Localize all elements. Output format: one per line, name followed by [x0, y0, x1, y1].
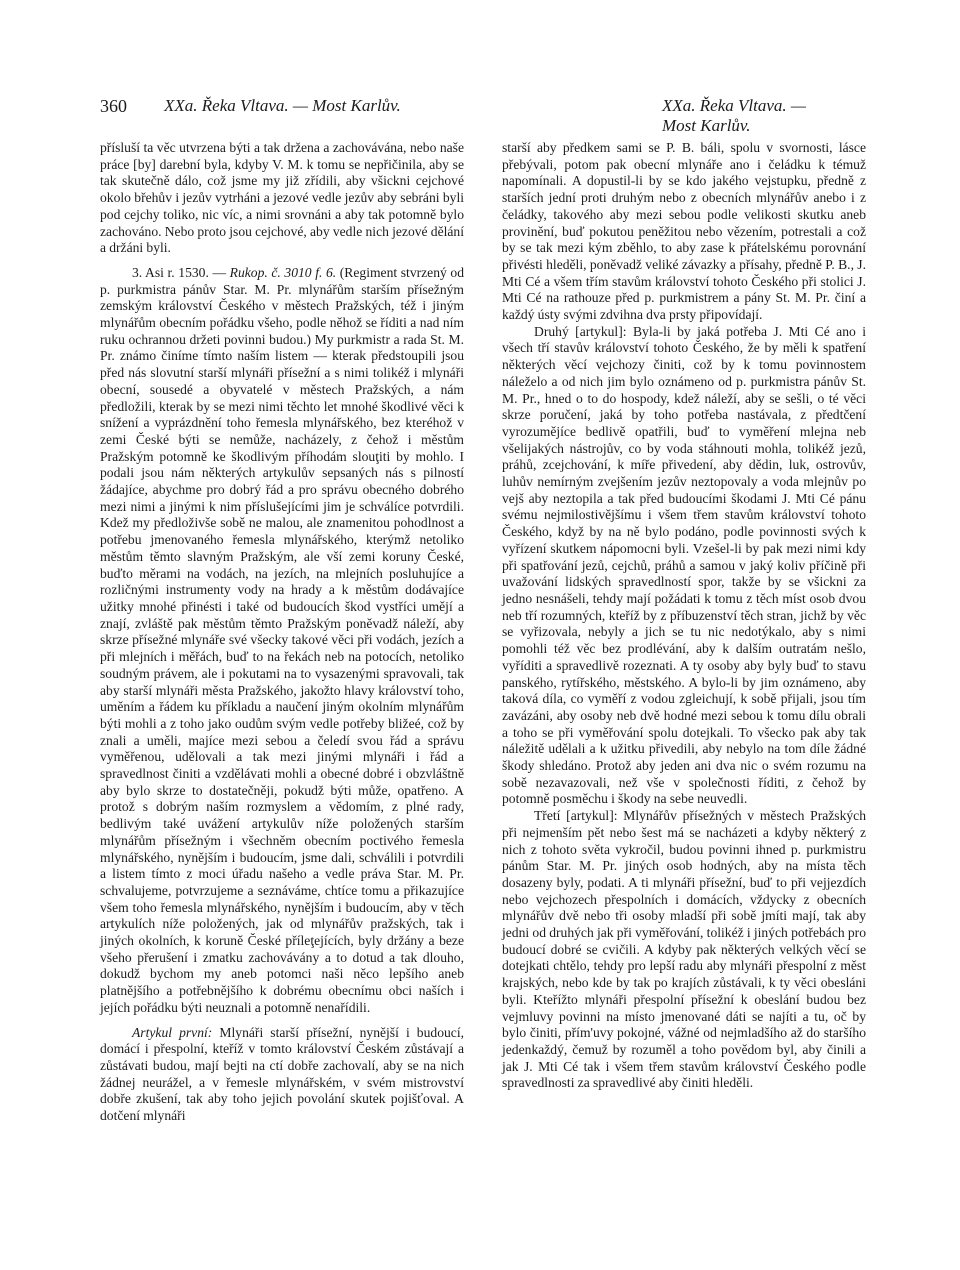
paragraph-continuation: starší aby předkem sami se P. B. báli, spolu v svornosti, lásce přebývali, potom pak obecní mlynáře ano i čeládku k témuž napomínali. A dopustil-li by se kdo jakého vejstupku, předně z starších jední proti druhým nebo z obecních mlynářův anebo i z čeládky, takového aby mezi sebou podle velikosti skutku aneb provinění, buď pokutou peněžitou nebo vězením, potrestali a což by se tak mezi kým zběhlo, to aby zase k přátelskému porovnání přivésti hleděli, poněvadž veliké závazky a přísahy, předně P. B., J. Mti Cé a všem třím stavům království tohoto Českého při stolici J. Mti Cé na rathouze před p. purkmistrem a pány St. M. Pr. činí a každý ústy svými zdvihna dva prsty připovídají.	[502, 140, 866, 323]
paragraph-continuation: přísluší ta věc utvrzena býti a tak držena a zachovávána, nebo naše práce [by] darební byla, kdyby V. M. k tomu se nepřičinila, aby se tak skutečně dálo, což jsme my již zřídili, aby všickni cejchové okolo břehův i jezův vytrháni a jezové vedle jezův aby sebráni byli pod cejchy toliko, nic víc, a nimi srovnáni a aby tak potomně bylo zachováno. Nebo proto jsou cejchové, aby vedle nich jezové dělání a držáni byli.	[100, 140, 464, 256]
paragraph-article-3	[502, 808, 866, 1092]
left-column	[100, 140, 464, 1125]
manuscript-reference: Rukop. č. 3010 f. 6.	[229, 264, 337, 280]
article-label: Třetí [artykul]:	[534, 808, 618, 824]
article-label: Druhý [artykul]:	[534, 323, 627, 339]
running-title-right: XXa. Řeka Vltava. — Most Karlův.	[662, 96, 806, 135]
paragraph-article-2	[502, 324, 866, 808]
article-text: Byla-li by jaká potřeba J. Mti Cé ano i všech tří stavův království tohoto Českého, že by měli k spatření některých věcí vejchozy činiti, což by k tomu povinnostem náleželo a od nich jim bylo oznámeno od p. purkmistra pánův St. M. Pr., hned o to do hospody, kdež náleží, aby se sešli, o té věci skrze poručení, jaká by toho potřeba nastávala, z předtčení vyrozumějíce bedlivě opatřili, buď to vyměření mlejna neb všelijakých nástrojův, co by voda stáhnouti mohla, tolikéž jezů, práhů, zcejchování, k míře přivedení, aby dědin, luk, ostrovův, luhův nemírným zvejšením jezův neztopovaly a voda mlejnův po vejš aby neztopila a tak před budoucími škodami J. Mti Cé pánu svému nejmilostivějšímu i všem třem stavům království tohoto Českého, když by na ně bylo podáno, podle povinnosti svých k vyřízení skutkem nápomocni byli. Vzešel-li by pak mezi nimi kdy při spatřování jezů, cejchů, práhů a samou v jaký koliv příčině při uvažování lidských spravedlností spor, takže by se všickni za jedno nesnášeli, tehdy mají požádati k tomu z těch míst osob dvou neb tří rozumných, kteříž by z příbuzenství těch stran, jichž by věc se vyřizovala, nebyly a jich se tu nic nedotýkalo, aby s nimi pomohli též věc bez prodlévání, aby k dalším outratám nešlo, vyříditi a spravedlivě rozeznati. A ty osoby aby byly buď to stavu panského, rytířského, městského. A bylo-li by jim oznámeno, aby taková díla, co vyměří z vodou zgleichují, k sobě přijali, jsou tím zavázáni, aby osoby neb dvě hodné mezi sebou k tomu dílu obrali a toho se při vyměřování spolu dotejkali. To všecko pak aby tak náležitě udělali a k užitku přivedili, aby nebylo na tom díle žádné škody shledáno. Protož aby jeden ani dva nic o svém rozumu na sobě nezavazovali, než vše v společnosti říditi, z čehož by potomně posměchu i škody na sebe neuvedli.	[502, 323, 866, 807]
running-header	[100, 96, 834, 135]
article-text: Mlynářův přísežných v městech Pražských při nejmenším pět nebo šest má se nacházeti a kdyby některý z nich z tohoto světa vykročil, budou povinni ihned p. purkmistru pánům Star. M. Pr. jiných osob hodných, aby na místa těch dosazeny byly, podati. A ti mlynáři přísežní, buď to při vejjezdích nebo vejchozech přespolních i domácích, vždycky z obecních mlynářův dvě nebo tři osoby mladší při sobě jmíti mají, tak aby jedni od druhých jak při vyměřování, tolikéž i jiných potřebách pro budoucí dobré se cvičili. A kdyby pak některých velkých věcí se dotejkati chtělo, tehdy pro lepší radu aby mlynáři přespolní z měst krajských, nebo kde by tak po krajích zůstávali, k ty věci obesláni byli. Kteřížto mlynáři přespolní přísežní k obeslání budou bez vejmluvy povinni na místo jmenované dáti se najíti a tu, oč by bylo činiti, přím'uvy pokojné, vážné od nejmladšího až do staršího jedenkaždý, čemuž by rozuměl a toho povědom byl, aby činili a jak J. Mti Cé tak i všem třem stavům království Českého podle spravedlnosti za spravedlivé aby činiti hleděli.	[502, 808, 867, 1091]
right-column	[502, 140, 866, 1092]
regiment-text: (Regiment stvrzený od p. purkmistra pánův Star. M. Pr. mlynářům starším přísežným zemským království Českého v městech Pražských, též i jiným mlynářům obecním pořádku všeho, podle něhož se říditi a nad ním ruku ochrannou držeti povinni budou.) My purkmistr a rada St. M. Pr. známo činíme tímto naším listem — kterak předstoupili jsou před nás slovutní starší mlynáři přísežní a s nimi tolikéž i mlynáři obecní, sousedé a obyvatelé v městech Pražských, a nám předložili, kterak by se mezi nimi těchto let mnohé škodlivé věci k snížení a vyprázdnění toho řemesla mlynářského, bez kteréhož v zemi České býti se nemůže, nacházely, z čehož i městům Pražským potomně ke škodlivým příhodám slouţiti by mohlo. I podali jsou nám některých artykulův sepsaných nás s pilností žádajíce, abychme pro dobrý řád a pro správu obecného dobrého mezi nimi a jinými k nim příslušejícími jim je schválíce potvrdili. Kdež my předloživše sobě ne malou, ale znamenitou pohodlnost a potřebu jmenovaného řemesla mlynářského, kterýmž netoliko městům těmto slavným Pražským, ale vší zemi koruny České, buďto měrami na vodách, na jezích, na mlejních posluhujíce a rozličnými instrumenty vody na hrady a k městům dodávajíce užitky mnohé přinésti i také od budoucích škod vystříci umějí a znají, zvláště pak městům těmto Pražským poněvadž náleží, aby skrze přísežné mlynáře své všecky takové věci při vodách, jezích a při mlejních i měřách, buď to na řekách neb na potocích, netoliko soudným právem, ale i pokutami na to vysazenými spravovali, tak aby starší mlynáři města Pražského, jakožto hlavy království toho, uměním a řádem ku příkladu a naučení jiným okolním mlynářům býti mohli a z toho jako oudům svým vedle potřeby bližeé, což by znali a uměli, majíce mezi sebou a čeledí svou řád a správu vyměřenou, udělovali a tak mezi jinými mlynáři i řád a spravedlnost činiti a vzdělávati mohli a obecné dobré i obzvláštně aby bylo skrze to dostatečněji, pokudž býti může, opatřeno. A protož s dobrým naším rozmyslem a vědomím, z plné rady, bedlivým také uvážení artykulův níže položených starším mlynářům přísežným i všechněm obecním poctivého řemesla mlynářského, nynějším i budoucím, jsme dali, schválili i potvrdili a listem tímto z moci úřadu našeho a vedle práva Star. M. Pr. schvalujeme, potvrzujeme a seznáváme, chtíce tomu a přikazujíce všem toho řemesla mlynářského, nynějším i budoucím, aby v těch artykulích níže položených, jak od mlynářův pražských, tak i jiných okolních, k koruně České příleţejících, byly držány a beze všeho přerušení i zmatku zachovávány a to dotud a tak dlouho, dokudž bychom my aneb potomci naši něco lepšího aneb platnějšího a potřebnějšího k dobrému obecnímu obci naších i jejích pořádku býti neuznali a potomně nenařídili.	[100, 264, 464, 1015]
running-title-left: XXa. Řeka Vltava. — Most Karlův.	[164, 96, 401, 115]
page-number: 360	[100, 96, 127, 116]
paragraph-regiment	[100, 265, 464, 1017]
article-label: Artykul první:	[132, 1024, 213, 1040]
article-text: Mlynáři starší přísežní, nynější i budoucí, domácí i přespolní, kteříž v tomto království Českém zůstávají a zůstávati budou, mají bejti na ctí dobře zachovalí, aby se na nich žádnej neurážel, a v řemesle mlynářském, v svém mistrovství dobře zkušení, tak aby toho jejich povolání skutek pojišťoval. A dotčení mlynáři	[100, 1024, 465, 1124]
paragraph-article-1	[100, 1025, 464, 1125]
entry-number: 3. Asi r. 1530. —	[132, 264, 227, 280]
